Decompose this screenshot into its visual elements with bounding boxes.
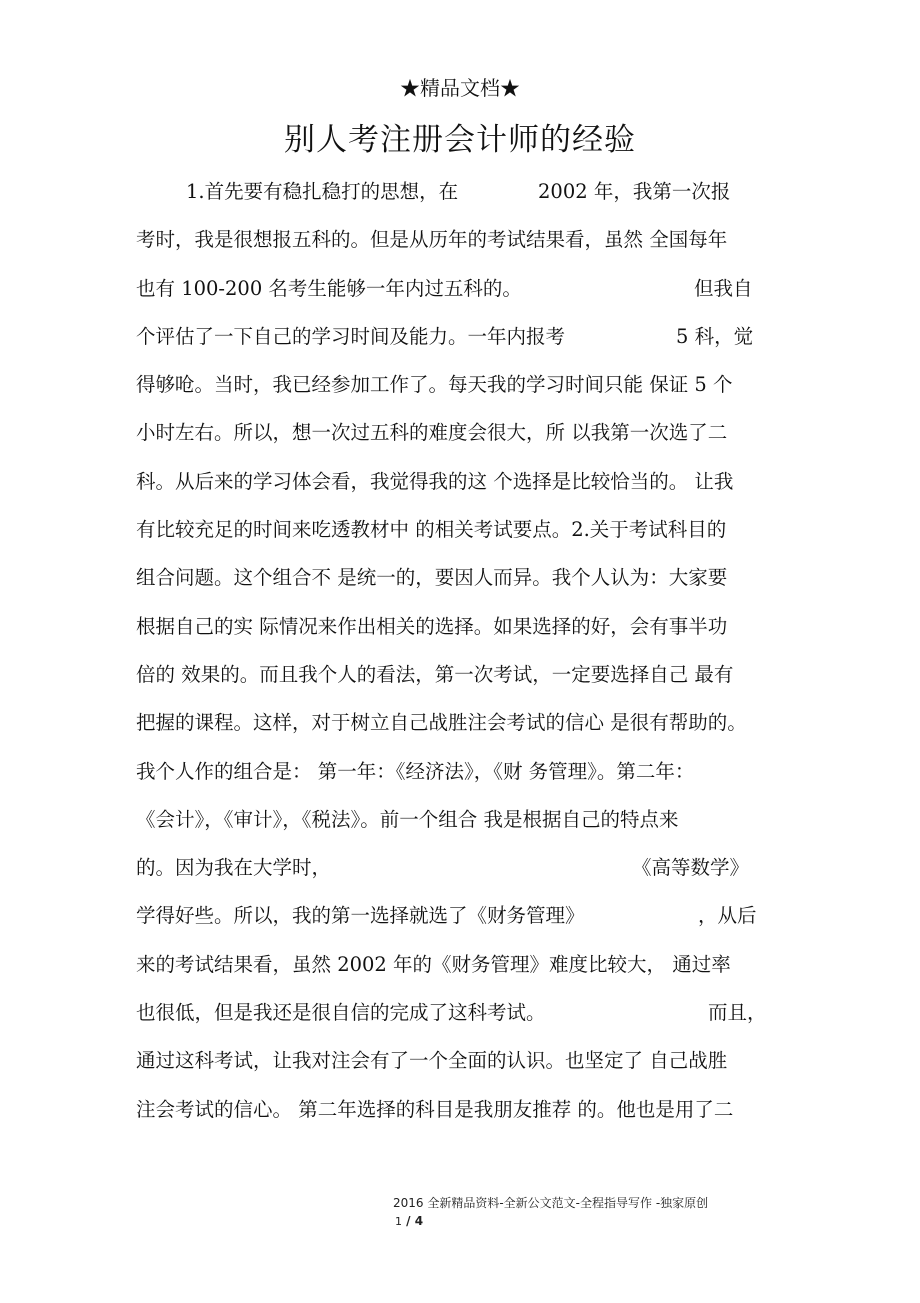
text-segment: 组合问题。这个组合不 是统一的，要因人而异。我个人认为：大家要 xyxy=(136,566,728,590)
page-number-current: 1 xyxy=(395,1215,402,1228)
text-line xyxy=(136,554,796,602)
text-line xyxy=(136,1037,796,1085)
text-segment: 也有 100-200 名考生能够一年内过五科的。 xyxy=(136,276,522,300)
text-line xyxy=(136,216,796,264)
text-line xyxy=(136,699,796,747)
page-number-total: 4 xyxy=(414,1214,424,1228)
page-footer: 2016 全新精品资料-全新公文范文-全程指导写作 -独家原创 xyxy=(393,1196,709,1210)
text-segment: 来的考试结果看，虽然 2002 年的《财务管理》难度比较大， 通过率 xyxy=(136,952,731,976)
text-segment: 《高等数学》 xyxy=(632,856,750,880)
text-segment: 小时左右。所以，想一次过五科的难度会很大，所 以我第一次选了二 xyxy=(136,421,728,445)
text-line xyxy=(136,892,796,940)
text-segment: 注会考试的信心。 第二年选择的科目是我朋友推荐 的。他也是用了二 xyxy=(136,1097,734,1121)
text-segment: ，从后 xyxy=(698,904,757,928)
text-segment: 《会计》，《审计》，《税法》。前一个组合 我是根据自己的特点来 xyxy=(136,807,679,831)
text-segment: 但我自 xyxy=(694,276,753,300)
document-title: 别人考注册会计师的经验 xyxy=(284,122,636,158)
text-line xyxy=(136,844,796,892)
text-line xyxy=(136,651,796,699)
text-segment: 我个人作的组合是： 第一年：《经济法》，《财 务管理》。第二年： xyxy=(136,759,695,783)
text-line xyxy=(136,506,796,554)
text-line xyxy=(136,265,796,313)
text-segment: 有比较充足的时间来吃透教材中 的相关考试要点。2.关于考试科目的 xyxy=(136,518,727,542)
text-line xyxy=(136,989,796,1037)
text-line xyxy=(136,941,796,989)
text-line xyxy=(136,458,796,506)
text-segment: 把握的课程。这样，对于树立自己战胜注会考试的信心 是很有帮助的。 xyxy=(136,711,747,735)
text-segment: 1.首先要有稳扎稳打的思想，在 xyxy=(186,180,459,203)
text-line xyxy=(136,603,796,651)
text-segment: 倍的 效果的。而且我个人的看法，第一次考试，一定要选择自己 最有 xyxy=(136,662,734,686)
text-segment: 通过这科考试，让我对注会有了一个全面的认识。也坚定了 自己战胜 xyxy=(136,1049,728,1073)
text-line xyxy=(136,361,796,409)
text-segment: 而且， xyxy=(708,1001,767,1025)
text-line xyxy=(136,409,796,457)
text-segment: 学得好些。所以，我的第一选择就选了《财务管理》 xyxy=(136,904,585,928)
text-line xyxy=(136,796,796,844)
document-body xyxy=(136,168,796,1134)
text-segment: 个评估了一下自己的学习时间及能力。一年内报考 xyxy=(136,324,566,348)
text-line xyxy=(136,1086,796,1134)
text-segment: 的。因为我在大学时， xyxy=(136,856,332,880)
text-line xyxy=(136,168,796,216)
text-segment: 也很低，但是我还是很自信的完成了这科考试。 xyxy=(136,1001,546,1025)
text-line xyxy=(136,748,796,796)
text-segment: 科。从后来的学习体会看，我觉得我的这 个选择是比较恰当的。 让我 xyxy=(136,469,734,493)
text-segment: 得够呛。当时，我已经参加工作了。每天我的学习时间只能 保证 5 个 xyxy=(136,373,733,397)
document-header: ★精品文档★ xyxy=(400,76,520,100)
text-line xyxy=(136,313,796,361)
text-segment: 根据自己的实 际情况来作出相关的选择。如果选择的好，会有事半功 xyxy=(136,614,728,638)
page-number xyxy=(395,1214,423,1229)
text-segment: 5 科，觉 xyxy=(676,324,754,348)
text-segment: 2002 年，我第一次报 xyxy=(538,180,731,203)
page-number-separator: / xyxy=(402,1214,415,1228)
text-segment: 考时，我是很想报五科的。但是从历年的考试结果看，虽然 全国每年 xyxy=(136,228,728,252)
